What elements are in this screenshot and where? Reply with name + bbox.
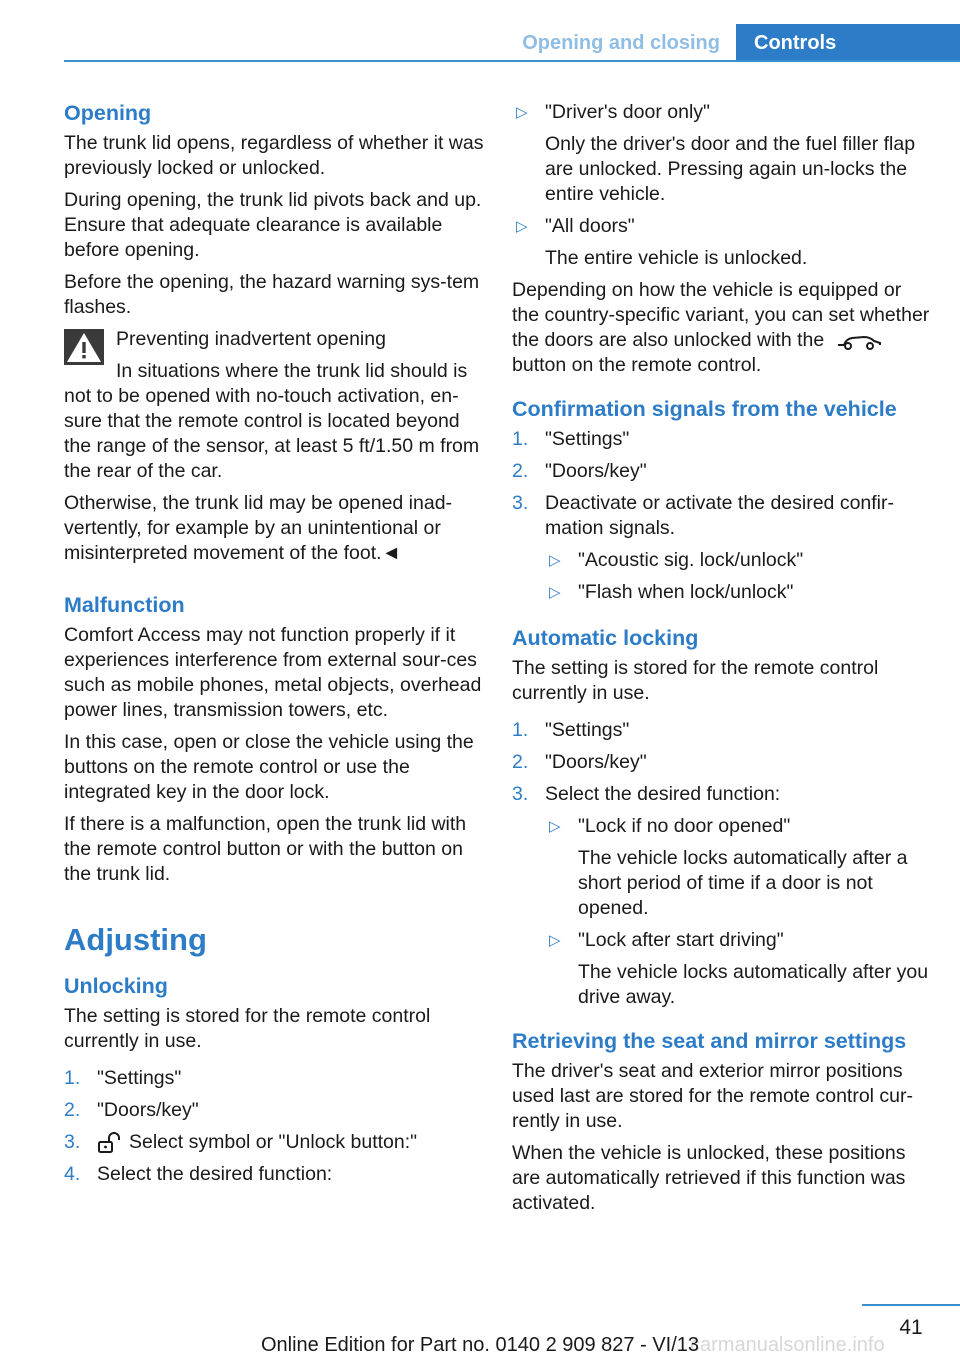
bullet-triangle-icon: ▷ <box>549 584 561 601</box>
confirmation-steps <box>512 427 932 605</box>
step-text: Select the desired function: <box>545 783 781 805</box>
bullet-triangle-icon: ▷ <box>549 932 561 949</box>
step-text: Select symbol or "Unlock button:" <box>129 1131 418 1153</box>
page-number: 41 <box>899 1316 923 1339</box>
list-item <box>512 427 932 452</box>
option-description: The entire vehicle is unlocked. <box>545 247 808 269</box>
option-description: The vehicle locks automatically after you drive away. <box>578 961 929 1008</box>
header-chapter-tab: Controls <box>736 24 960 62</box>
automatic-locking-options <box>545 814 932 1010</box>
step-number: 3. <box>64 1131 81 1153</box>
header-rule <box>64 60 960 62</box>
step-number: 2. <box>512 751 529 773</box>
footer-rule <box>862 1304 960 1306</box>
step-text: "Settings" <box>97 1067 182 1089</box>
opening-paragraph-2: During opening, the trunk lid pivots back and up. Ensure that adequate clearance is available before opening. <box>64 189 482 261</box>
option-description: The vehicle locks automatically after a short period of time if a door is not opened. <box>578 847 908 919</box>
adjusting-heading: Adjusting <box>64 922 207 957</box>
warning-triangle-icon <box>64 329 104 365</box>
malfunction-heading: Malfunction <box>64 593 185 617</box>
option-label: "Driver's door only" <box>545 101 710 123</box>
step-text: "Doors/key" <box>545 460 647 482</box>
automatic-locking-steps <box>512 718 932 1010</box>
list-item <box>64 1162 484 1187</box>
step-text: "Settings" <box>545 428 630 450</box>
retrieving-paragraph-2: When the vehicle is unlocked, these positions are automatically retrieved if this function was activated. <box>512 1142 906 1214</box>
list-item <box>64 1098 484 1123</box>
option-label: "Lock if no door opened" <box>578 815 791 837</box>
footer-edition: Online Edition for Part no. 0140 2 909 827 - VI/13 <box>260 1334 700 1356</box>
list-item <box>545 814 932 921</box>
automatic-locking-heading: Automatic locking <box>512 626 699 650</box>
option-label: "Lock after start driving" <box>578 929 784 951</box>
list-item <box>512 491 932 605</box>
car-unlock-button-icon <box>836 331 882 351</box>
step-number: 2. <box>512 460 529 482</box>
step-text: Deactivate or activate the desired confir-mation signals. <box>545 492 895 539</box>
list-item <box>512 100 932 207</box>
watermark: carmanualsonline.info <box>690 1334 885 1356</box>
unlocking-heading: Unlocking <box>64 974 168 998</box>
list-item <box>545 928 932 1010</box>
bullet-triangle-icon: ▷ <box>516 104 528 121</box>
confirmation-options <box>545 548 932 605</box>
warning-paragraph-1: In situations where the trunk lid should is not to be opened with no-touch activation, en-sure that the remote control is located beyond the range of the sensor, at least 5 ft/1.50 m from the rear of the car. <box>64 360 480 482</box>
step-number: 3. <box>512 492 529 514</box>
depending-paragraph <box>512 278 932 378</box>
option-label: "Flash when lock/unlock" <box>578 581 794 603</box>
bullet-triangle-icon: ▷ <box>549 552 561 569</box>
step-text: "Settings" <box>545 719 630 741</box>
step-text: Select the desired function: <box>97 1163 333 1185</box>
option-label: "All doors" <box>545 215 635 237</box>
step-number: 2. <box>64 1099 81 1121</box>
bullet-triangle-icon: ▷ <box>549 818 561 835</box>
depending-text: Depending on how the vehicle is equipped or the country-specific variant, you can set whether the doors are also unlocked with the <box>512 279 930 351</box>
list-item <box>512 214 932 271</box>
warning-block <box>64 327 484 566</box>
list-item <box>512 782 932 1010</box>
warning-paragraph-2: Otherwise, the trunk lid may be opened inad-vertently, for example by an unintentional or misinterpreted movement of the foot.◄ <box>64 492 453 564</box>
step-text: "Doors/key" <box>545 751 647 773</box>
step-number: 4. <box>64 1163 81 1185</box>
list-item <box>64 1066 484 1091</box>
unlock-options <box>512 100 932 271</box>
malfunction-paragraph-3: If there is a malfunction, open the trunk lid with the remote control button or with the button on the trunk lid. <box>64 813 467 885</box>
step-number: 1. <box>512 719 529 741</box>
step-text: "Doors/key" <box>97 1099 199 1121</box>
depending-text-end: button on the remote control. <box>512 354 762 376</box>
malfunction-paragraph-1: Comfort Access may not function properly if it experiences interference from external sour-ces such as mobile phones, metal objects, overhead power lines, transmission towers, etc. <box>64 624 482 721</box>
step-number: 3. <box>512 783 529 805</box>
retrieving-paragraph-1: The driver's seat and exterior mirror positions used last are stored for the remote control cur-rently in use. <box>512 1060 914 1132</box>
left-column <box>64 100 484 1194</box>
step-number: 1. <box>64 1067 81 1089</box>
list-item <box>512 750 932 775</box>
opening-heading: Opening <box>64 101 152 125</box>
malfunction-paragraph-2: In this case, open or close the vehicle using the buttons on the remote control or use the integrated key in the door lock. <box>64 731 474 803</box>
warning-title: Preventing inadvertent opening <box>116 328 386 350</box>
list-item <box>545 548 932 573</box>
automatic-locking-paragraph: The setting is stored for the remote control currently in use. <box>512 657 879 704</box>
retrieving-settings-heading: Retrieving the seat and mirror settings <box>512 1029 907 1053</box>
opening-paragraph-1: The trunk lid opens, regardless of whether it was previously locked or unlocked. <box>64 132 484 179</box>
bullet-triangle-icon: ▷ <box>516 218 528 235</box>
option-label: "Acoustic sig. lock/unlock" <box>578 549 804 571</box>
step-number: 1. <box>512 428 529 450</box>
option-description: Only the driver's door and the fuel filler flap are unlocked. Pressing again un-locks the entire vehicle. <box>545 133 916 205</box>
unlock-padlock-icon <box>97 1132 123 1154</box>
list-item <box>64 1130 484 1155</box>
confirmation-heading: Confirmation signals from the vehicle <box>512 397 897 421</box>
unlocking-steps <box>64 1066 484 1187</box>
list-item <box>545 580 932 605</box>
header-section-tab: Opening and closing <box>510 24 736 62</box>
list-item <box>512 718 932 743</box>
list-item <box>512 459 932 484</box>
unlocking-paragraph: The setting is stored for the remote control currently in use. <box>64 1005 431 1052</box>
opening-paragraph-3: Before the opening, the hazard warning sys-tem flashes. <box>64 271 480 318</box>
right-column <box>512 100 932 1223</box>
